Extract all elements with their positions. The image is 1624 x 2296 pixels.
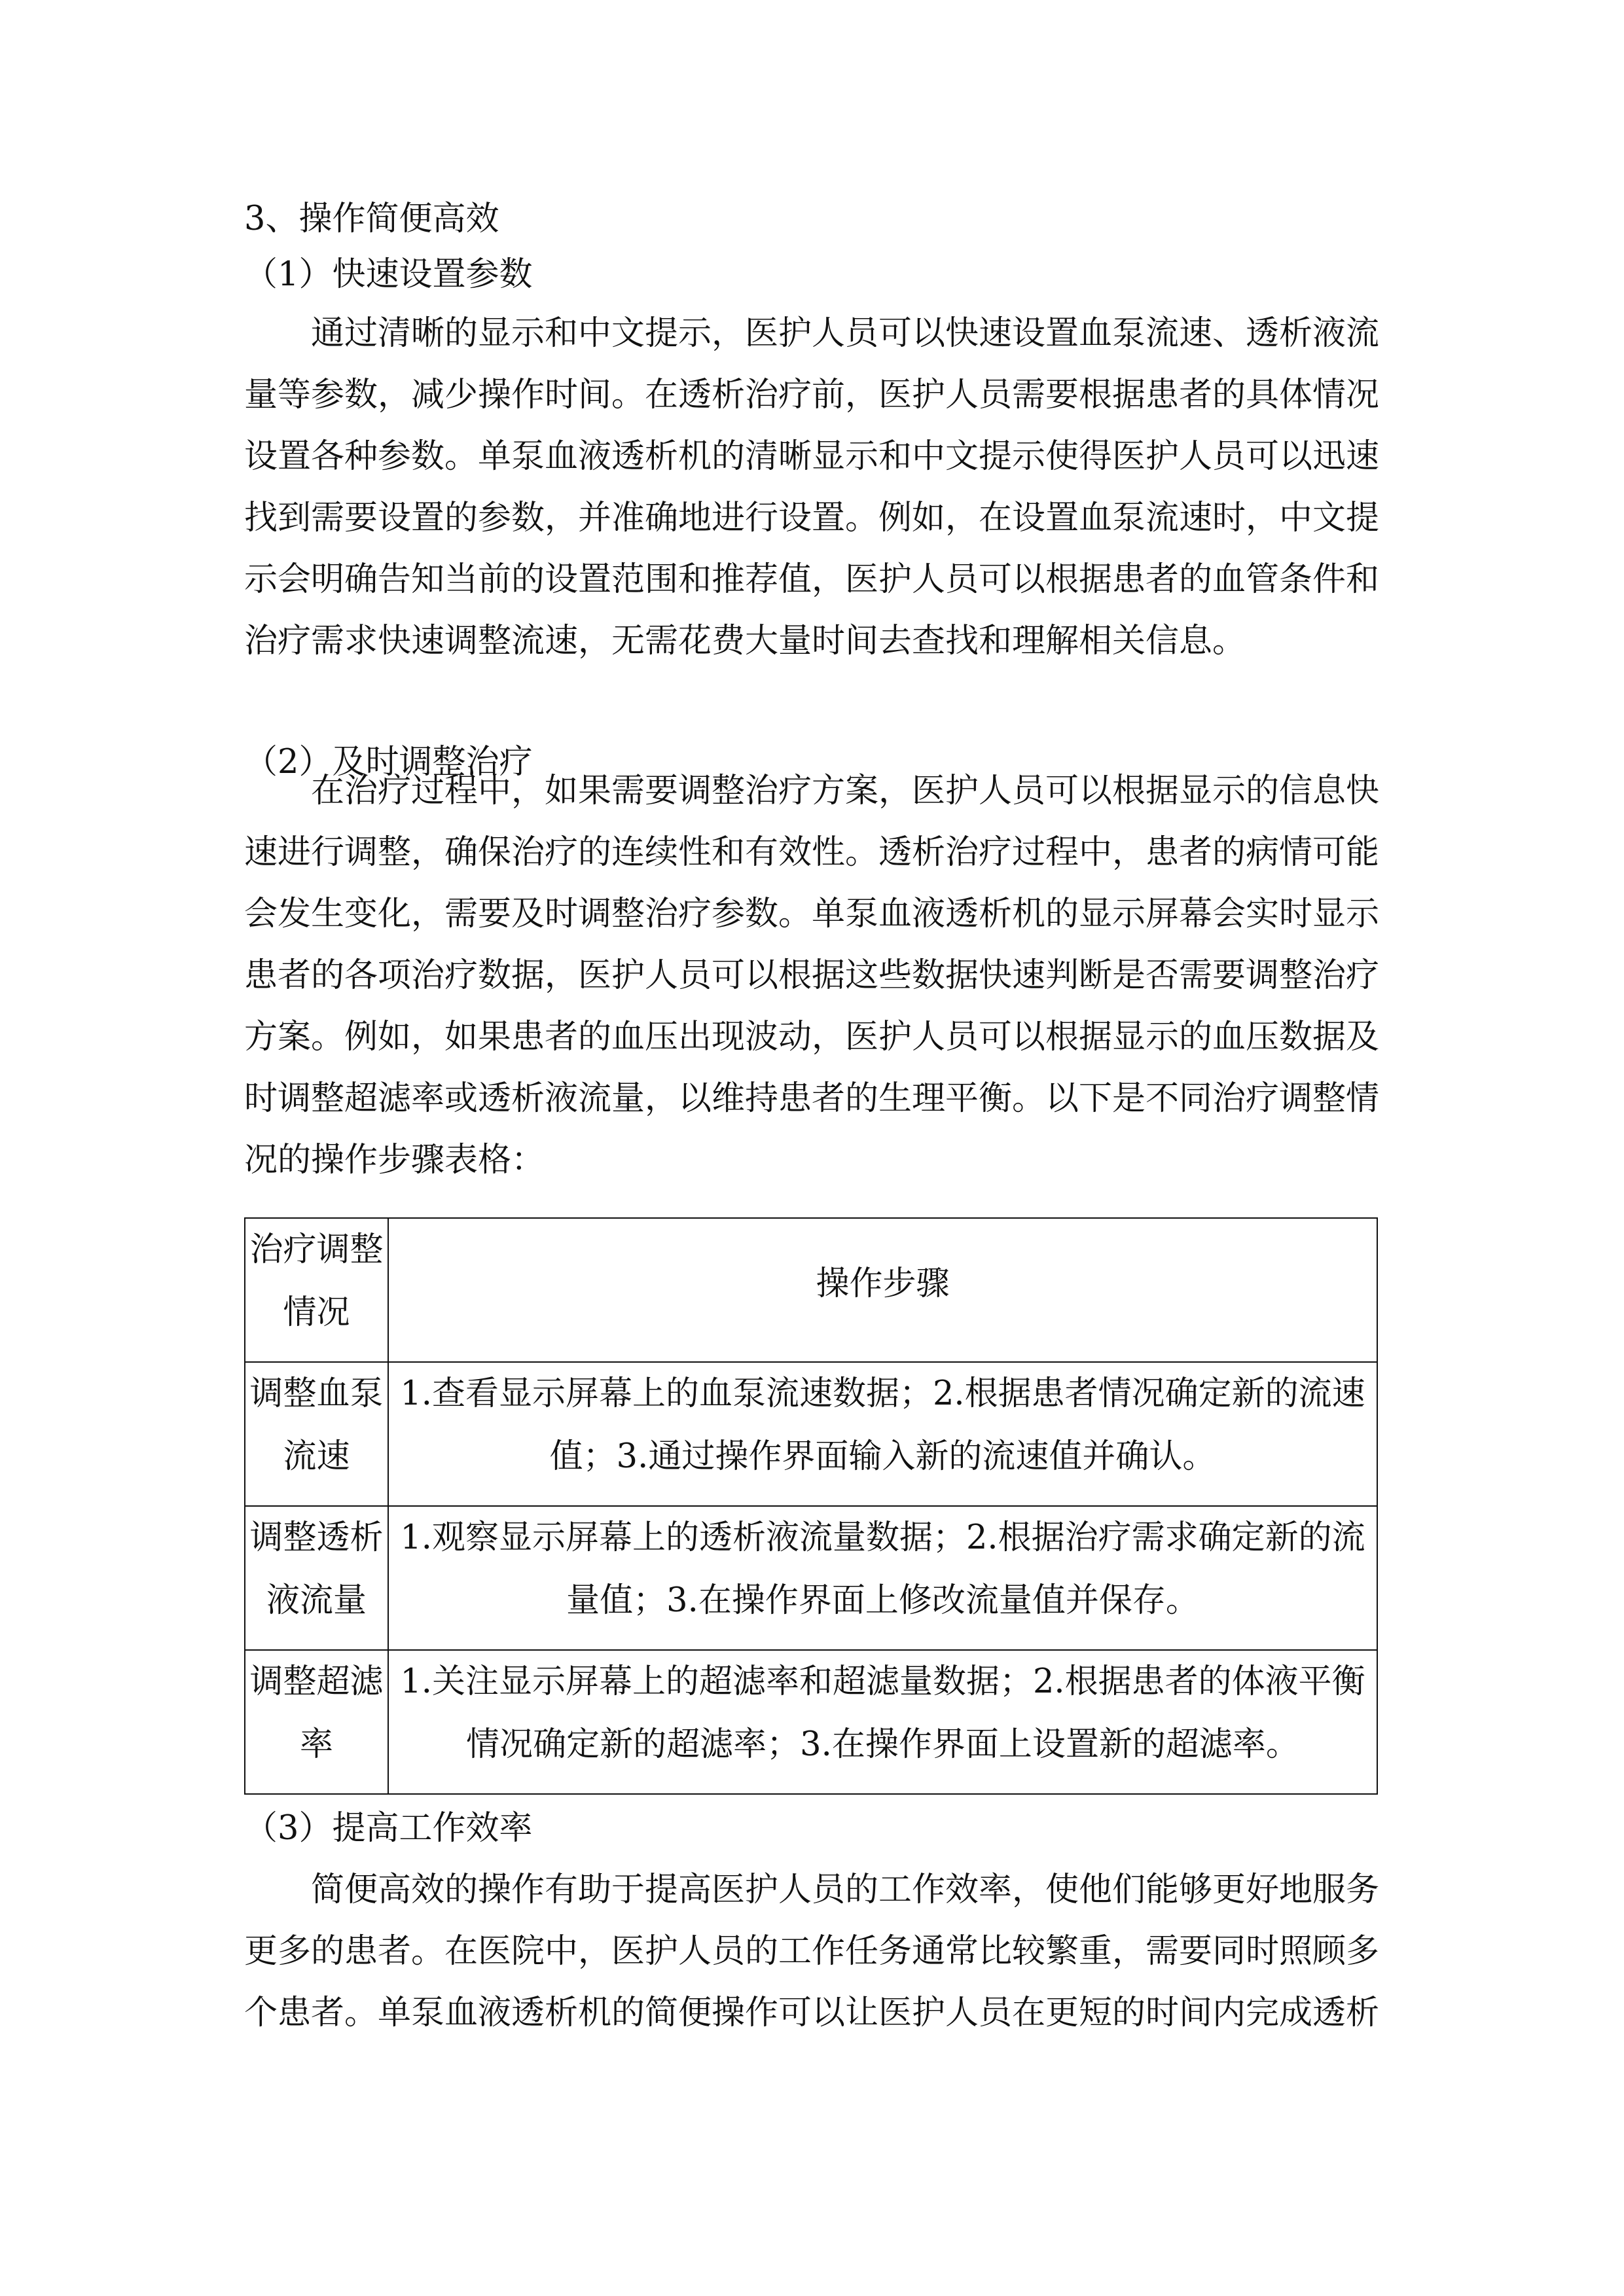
subheading-quick-setup: （1）快速设置参数 (244, 255, 533, 294)
text-line: 在治疗过程中，如果需要调整治疗方案，医护人员可以根据显示的信息快 (311, 772, 1380, 810)
text-line: 个患者。单泵血液透析机的简便操作可以让医护人员在更短的时间内完成透析 (244, 1994, 1380, 2032)
text-line: 治疗需求快速调整流速，无需花费大量时间去查找和理解相关信息。 (244, 622, 1246, 660)
text-line: 找到需要设置的参数，并准确地进行设置。例如，在设置血泵流速时，中文提 (244, 499, 1380, 537)
text-line: 速进行调整，确保治疗的连续性和有效性。透析治疗过程中，患者的病情可能 (244, 833, 1380, 872)
cell-line: 调整血泵 (249, 1374, 384, 1413)
text-line: 方案。例如，如果患者的血压出现波动，医护人员可以根据显示的血压数据及 (244, 1018, 1380, 1056)
text-line: 示会明确告知当前的设置范围和推荐值，医护人员可以根据患者的血管条件和 (244, 560, 1380, 599)
text-line: 时调整超滤率或透析液流量，以维持患者的生理平衡。以下是不同治疗调整情 (244, 1079, 1380, 1118)
text-line: 量等参数，减少操作时间。在透析治疗前，医护人员需要根据患者的具体情况 (244, 376, 1380, 414)
cell-line: 调整透析 (249, 1518, 384, 1557)
text-line: 患者的各项治疗数据，医护人员可以根据这些数据快速判断是否需要调整治疗 (244, 956, 1380, 995)
situation-cell (245, 1362, 388, 1506)
cell-line: 率 (299, 1725, 333, 1764)
operation-steps-table (244, 1217, 1378, 1795)
steps-cell: 1.关注显示屏幕上的超滤率和超滤量数据；2.根据患者的体液平衡情况确定新的超滤率；3.在操作界面上设置新的超滤率。 (388, 1650, 1377, 1794)
table-header-row (245, 1218, 1377, 1362)
situation-cell (245, 1506, 388, 1650)
header-steps: 操作步骤 (388, 1218, 1377, 1362)
text-line: 通过清晰的显示和中文提示，医护人员可以快速设置血泵流速、透析液流 (311, 314, 1380, 353)
steps-cell: 1.观察显示屏幕上的透析液流量数据；2.根据治疗需求确定新的流量值；3.在操作界面上修改流量值并保存。 (388, 1506, 1377, 1650)
section-heading: 3、操作简便高效 (244, 200, 499, 238)
subheading-efficiency: （3）提高工作效率 (244, 1809, 533, 1848)
paragraph-adjust-treatment (244, 761, 1378, 1191)
steps-cell: 1.查看显示屏幕上的血泵流速数据；2.根据患者情况确定新的流速值；3.通过操作界面输入新的流速值并确认。 (388, 1362, 1377, 1506)
paragraph-quick-setup (244, 303, 1378, 672)
header-line: 治疗调整 (249, 1230, 384, 1269)
table-row (245, 1362, 1377, 1506)
table-row (245, 1650, 1377, 1794)
cell-line: 调整超滤 (249, 1662, 384, 1701)
cell-line: 液流量 (266, 1581, 367, 1620)
cell-line: 流速 (283, 1437, 350, 1476)
paragraph-efficiency (244, 1859, 1378, 2044)
text-line: 简便高效的操作有助于提高医护人员的工作效率，使他们能够更好地服务 (311, 1871, 1380, 1909)
text-line: 设置各种参数。单泵血液透析机的清晰显示和中文提示使得医护人员可以迅速 (244, 437, 1380, 476)
header-line: 情况 (283, 1293, 350, 1332)
header-situation (245, 1218, 388, 1362)
text-line: 况的操作步骤表格： (244, 1141, 545, 1179)
text-line: 更多的患者。在医院中，医护人员的工作任务通常比较繁重，需要同时照顾多 (244, 1932, 1380, 1971)
text-line: 会发生变化，需要及时调整治疗参数。单泵血液透析机的显示屏幕会实时显示 (244, 895, 1380, 933)
table-row (245, 1506, 1377, 1650)
subheading-adjust-treatment: （2）及时调整治疗 (244, 743, 533, 781)
situation-cell (245, 1650, 388, 1794)
